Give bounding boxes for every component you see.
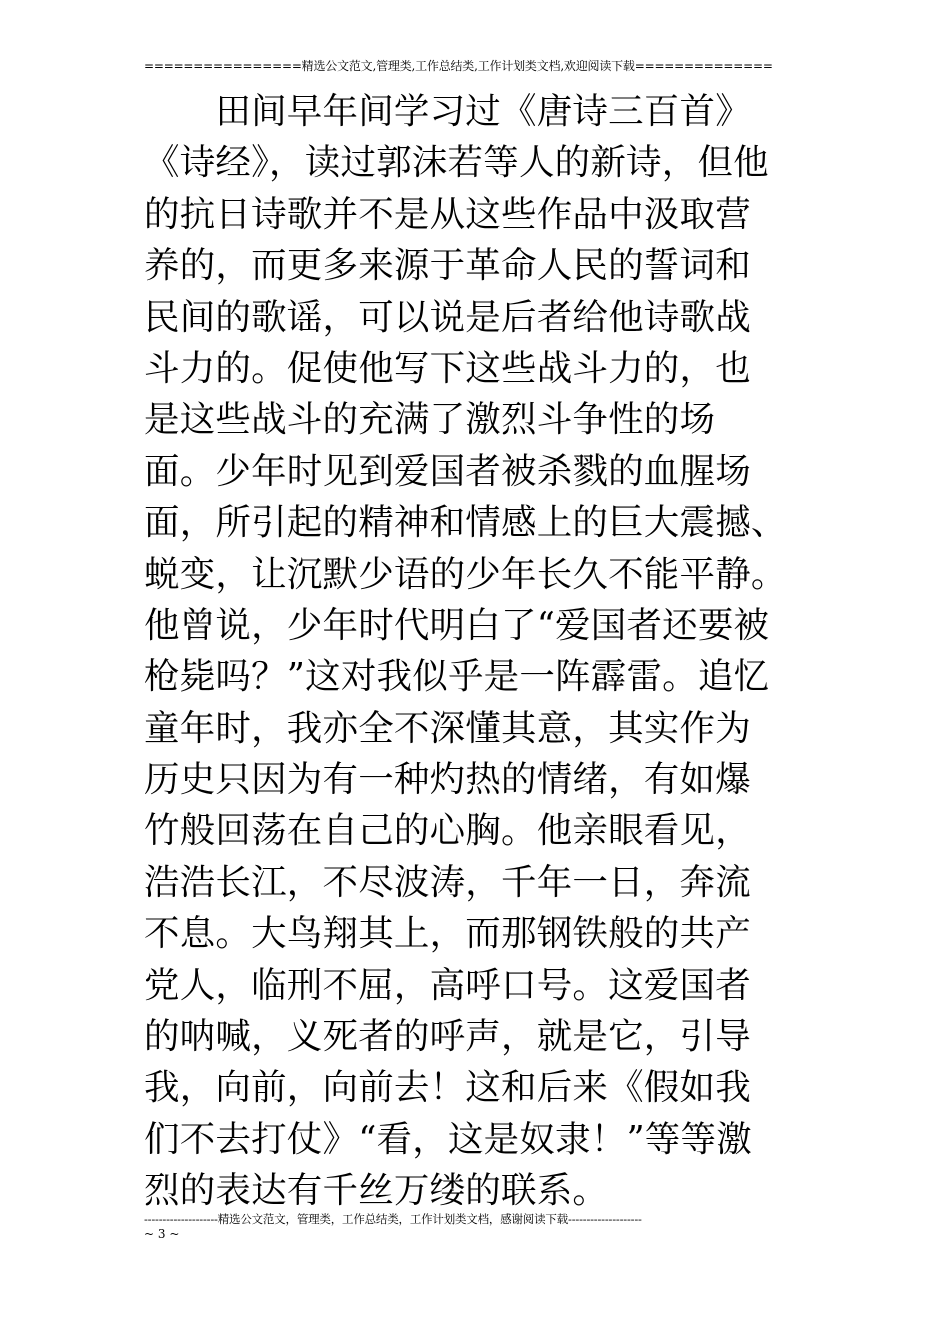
text-line: 的抗日诗歌并不是从这些作品中汲取营 bbox=[144, 193, 751, 235]
text-line: 竹般回荡在自己的心胸。他亲眼看见， bbox=[144, 810, 751, 852]
text-line: 养的，而更多来源于革命人民的誓词和 bbox=[144, 245, 751, 287]
text-line: 他曾说，少年时代明白了“爱国者还要被 bbox=[144, 604, 770, 646]
text-line: 不息。大鸟翔其上，而那钢铁般的共产 bbox=[144, 913, 751, 955]
text-line: 斗力的。促使他写下这些战斗力的，也 bbox=[144, 347, 751, 389]
body-paragraph bbox=[144, 86, 814, 1217]
text-line: 面。少年时见到爱国者被杀戮的血腥场 bbox=[144, 450, 751, 492]
text-line: 面，所引起的精神和情感上的巨大震撼、 bbox=[144, 502, 787, 544]
page-header: ================精选公文范文,管理类,工作总结类,工作计划类文档,欢迎阅读下载============== bbox=[144, 59, 773, 73]
text-line: 枪毙吗？”这对我似乎是一阵霹雷。追忆 bbox=[144, 656, 770, 698]
page-number: ~ 3 ~ bbox=[144, 1227, 180, 1241]
text-line: 历史只因为有一种灼热的情绪，有如爆 bbox=[144, 759, 751, 801]
text-line: 民间的歌谣，可以说是后者给他诗歌战 bbox=[144, 296, 751, 338]
text-line: 们不去打仗》“看，这是奴隶！”等等激 bbox=[144, 1118, 752, 1160]
text-line: 的呐喊，义死者的呼声，就是它，引导 bbox=[144, 1016, 751, 1058]
text-line: 我，向前，向前去！这和后来《假如我 bbox=[144, 1067, 751, 1109]
text-line: 蜕变，让沉默少语的少年长久不能平静。 bbox=[144, 553, 787, 595]
text-line: 浩浩长江，不尽波涛，千年一日，奔流 bbox=[144, 861, 751, 903]
text-line: 田间早年间学习过《唐诗三百首》 bbox=[144, 91, 751, 132]
text-line: 是这些战斗的充满了激烈斗争性的场 bbox=[144, 399, 716, 441]
page-footer: --------------------精选公文范文，管理类，工作总结类，工作计划类文档，感谢阅读下载-------------------- bbox=[144, 1212, 642, 1226]
text-line: 烈的表达有千丝万缕的联系。 bbox=[144, 1170, 609, 1212]
text-line: 《诗经》，读过郭沫若等人的新诗，但他 bbox=[144, 142, 769, 184]
text-line: 党人，临刑不屈，高呼口号。这爱国者 bbox=[144, 964, 751, 1006]
text-line: 童年时，我亦全不深懂其意，其实作为 bbox=[144, 707, 751, 749]
